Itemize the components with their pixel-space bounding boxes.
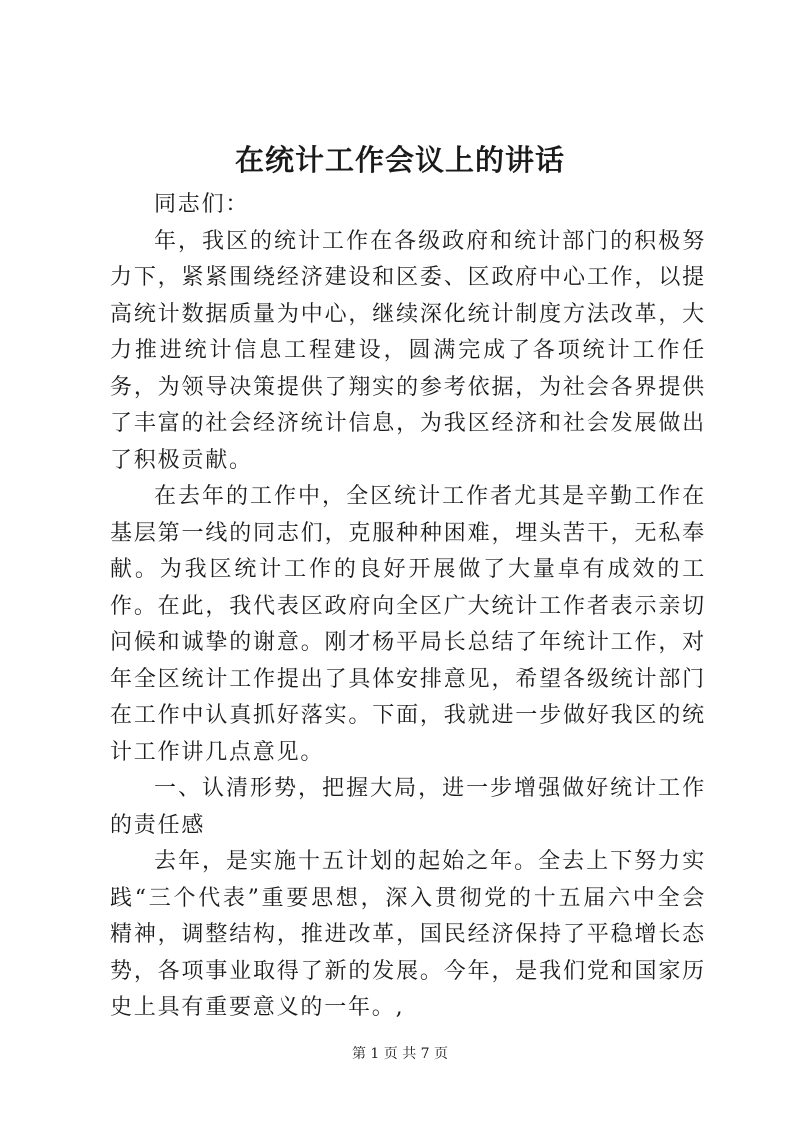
document-title: 在统计工作会议上的讲话 bbox=[234, 143, 565, 177]
body-paragraph: 年，我区的统计工作在各级政府和统计部门的积极努力下，紧紧围绕经济建设和区委、区政府中心工作，以提高统计数据质量为中心，继续深化统计制度方法改革，大力推进统计信息工程建设，圆满完成了各项统计工作任务，为领导决策提供了翔实的参考依据，为社会各界提供了丰富的社会经济统计信息，为我区经济和社会发展做出了积极贡献。 bbox=[110, 228, 706, 473]
body-paragraph: 去年，是实施十五计划的起始之年。全去上下努力实践“三个代表”重要思想，深入贯彻党的十五届六中全会精神，调整结构，推进改革，国民经济保持了平稳增长态势，各项事业取得了新的发展。今年，是我们党和国家历史上具有重要意义的一年。, bbox=[110, 849, 706, 1020]
page-footer: 第 1 页 共 7 页 bbox=[351, 1046, 449, 1062]
section-heading: 一、认清形势，把握大局，进一步增强做好统计工作的责任感 bbox=[110, 776, 706, 838]
body-paragraph: 在去年的工作中，全区统计工作者尤其是辛勤工作在基层第一线的同志们，克服种种困难，埋头苦干，无私奉献。为我区统计工作的良好开展做了大量卓有成效的工作。在此，我代表区政府向全区广大统计工作者表示亲切问候和诚挚的谢意。刚才杨平局长总结了年统计工作，对年全区统计工作提出了具体安排意见，希望各级统计部门在工作中认真抓好落实。下面，我就进一步做好我区的统计工作讲几点意见。 bbox=[110, 484, 706, 765]
salutation-paragraph: 同志们： bbox=[154, 192, 250, 217]
document-body bbox=[110, 187, 706, 1027]
